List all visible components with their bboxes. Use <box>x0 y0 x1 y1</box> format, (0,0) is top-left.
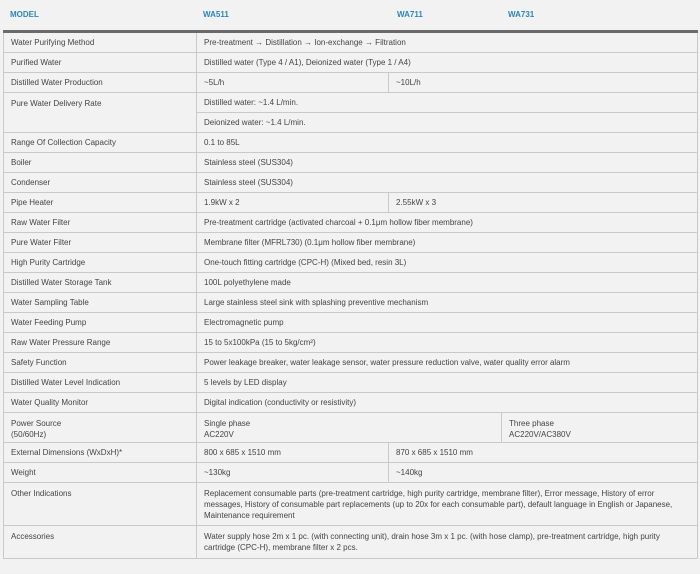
row-value-wa711-731: 870 x 685 x 1510 mm <box>389 443 698 463</box>
row-value: Distilled water (Type 4 / A1), Deionized water (Type 1 / A4) <box>197 53 698 73</box>
table-row <box>4 463 698 483</box>
row-value-three-phase <box>502 413 698 443</box>
row-label: Range Of Collection Capacity <box>4 133 197 153</box>
table-row <box>4 273 698 293</box>
row-value: 5 levels by LED display <box>197 373 698 393</box>
row-value: Water supply hose 2m x 1 pc. (with connecting unit), drain hose 3m x 1 pc. (with hose clamp), pre-treatment cartridge, high purity cartridge (CPC-H), membrane filter x 2 pcs. <box>197 526 698 559</box>
table-row <box>4 333 698 353</box>
row-label: Other Indications <box>4 483 197 526</box>
row-value: Stainless steel (SUS304) <box>197 173 698 193</box>
row-value-wa711-731: ~140kg <box>389 463 698 483</box>
row-value-wa511: ~5L/h <box>197 73 389 93</box>
table-row <box>4 213 698 233</box>
row-value: Power leakage breaker, water leakage sensor, water pressure reduction valve, water quality error alarm <box>197 353 698 373</box>
row-value: Pre-treatment → Distillation → Ion-exchange → Filtration <box>197 32 698 53</box>
table-row <box>4 153 698 173</box>
row-label <box>4 413 197 443</box>
table-row <box>4 313 698 333</box>
spec-table <box>3 30 698 559</box>
table-row <box>4 483 698 526</box>
model-wa731: WA731 <box>508 10 535 19</box>
model-label: MODEL <box>10 10 39 19</box>
table-row <box>4 193 698 213</box>
table-row <box>4 373 698 393</box>
table-row <box>4 173 698 193</box>
row-label: Condenser <box>4 173 197 193</box>
row-value: Stainless steel (SUS304) <box>197 153 698 173</box>
row-label: Accessories <box>4 526 197 559</box>
row-label: Distilled Water Level Indication <box>4 373 197 393</box>
row-value-wa711-731: 2.55kW x 3 <box>389 193 698 213</box>
three-phase-voltage: AC220V/AC380V <box>509 430 571 439</box>
row-label: Safety Function <box>4 353 197 373</box>
single-phase-label: Single phase <box>204 419 251 428</box>
power-label: Power Source <box>11 419 62 428</box>
row-value: Digital indication (conductivity or resistivity) <box>197 393 698 413</box>
model-wa711: WA711 <box>397 10 423 19</box>
row-label: Raw Water Pressure Range <box>4 333 197 353</box>
row-value: 15 to 5x100kPa (15 to 5kg/cm²) <box>197 333 698 353</box>
model-wa511: WA511 <box>203 10 229 19</box>
row-value: 0.1 to 85L <box>197 133 698 153</box>
row-value: Electromagnetic pump <box>197 313 698 333</box>
row-value: 100L polyethylene made <box>197 273 698 293</box>
row-label: High Purity Cartridge <box>4 253 197 273</box>
row-label: Water Purifying Method <box>4 32 197 53</box>
row-value-wa711-731: ~10L/h <box>389 73 698 93</box>
row-value: Large stainless steel sink with splashing preventive mechanism <box>197 293 698 313</box>
row-label: Water Sampling Table <box>4 293 197 313</box>
row-label: Water Quality Monitor <box>4 393 197 413</box>
table-row <box>4 93 698 113</box>
row-value: Deionized water: ~1.4 L/min. <box>197 113 698 133</box>
table-row <box>4 526 698 559</box>
row-value-wa511: 800 x 685 x 1510 mm <box>197 443 389 463</box>
row-value-wa511: 1.9kW x 2 <box>197 193 389 213</box>
table-row <box>4 53 698 73</box>
row-value-single-phase <box>197 413 502 443</box>
row-value-wa511: ~130kg <box>197 463 389 483</box>
row-value: One-touch fitting cartridge (CPC-H) (Mixed bed, resin 3L) <box>197 253 698 273</box>
table-row <box>4 353 698 373</box>
table-row <box>4 413 698 443</box>
model-header <box>0 0 700 30</box>
row-label: Weight <box>4 463 197 483</box>
row-value: Distilled water: ~1.4 L/min. <box>197 93 698 113</box>
row-label: Pure Water Delivery Rate <box>4 93 197 133</box>
table-row <box>4 133 698 153</box>
single-phase-voltage: AC220V <box>204 430 234 439</box>
power-frequency: (50/60Hz) <box>11 430 47 439</box>
table-row <box>4 32 698 53</box>
row-value: Pre-treatment cartridge (activated charcoal + 0.1μm hollow fiber membrane) <box>197 213 698 233</box>
table-row <box>4 443 698 463</box>
table-row <box>4 73 698 93</box>
row-label: Purified Water <box>4 53 197 73</box>
row-label: Pipe Heater <box>4 193 197 213</box>
three-phase-label: Three phase <box>509 419 554 428</box>
table-row <box>4 253 698 273</box>
row-label: Distilled Water Production <box>4 73 197 93</box>
row-label: Boiler <box>4 153 197 173</box>
table-row <box>4 393 698 413</box>
row-label: External Dimensions (WxDxH)* <box>4 443 197 463</box>
table-row <box>4 233 698 253</box>
row-value: Membrane filter (MFRL730) (0.1μm hollow fiber membrane) <box>197 233 698 253</box>
row-label: Raw Water Filter <box>4 213 197 233</box>
row-value: Replacement consumable parts (pre-treatment cartridge, high purity cartridge, membrane filter), Error message, History of error messages, History of consumable part replacements (up to 20x for each consumable part), default language in English or Japanese, Maintenance requirement <box>197 483 698 526</box>
row-label: Water Feeding Pump <box>4 313 197 333</box>
row-label: Pure Water Filter <box>4 233 197 253</box>
table-row <box>4 293 698 313</box>
row-label: Distilled Water Storage Tank <box>4 273 197 293</box>
